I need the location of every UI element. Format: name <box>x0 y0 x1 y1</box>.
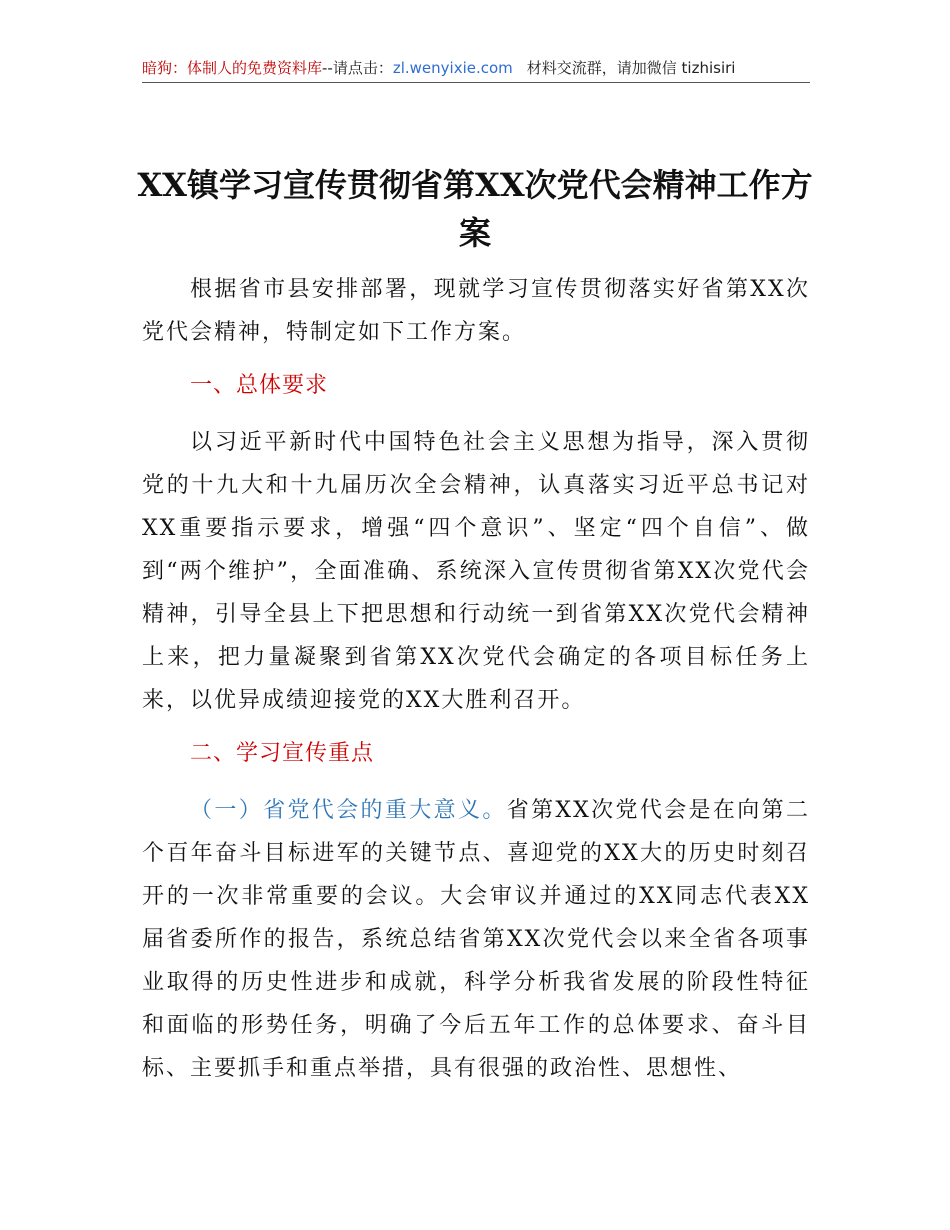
header-prompt: --请点击： <box>322 59 393 77</box>
section-heading-2: 二、学习宣传重点 <box>190 741 375 766</box>
section-heading-1: 一、总体要求 <box>190 373 329 398</box>
header-link[interactable]: zl.wenyixie.com <box>392 59 513 77</box>
document-body <box>142 268 810 1100</box>
section1-paragraph: 以习近平新时代中国特色社会主义思想为指导，深入贯彻党的十九大和十九届历次全会精神，认真落实习近平总书记对XX重要指示要求，增强“四个意识”、坚定“四个自信”、做到“两个维护”，全面准确、系统深入宣传贯彻省第XX次党代会精神，引导全县上下把思想和行动统一到省第XX次党代会精神上来，把力量凝聚到省第XX次党代会确定的各项目标任务上来，以优异成绩迎接党的XX大胜利召开。 <box>142 430 810 713</box>
intro-paragraph: 根据省市县安排部署，现就学习宣传贯彻落实好省第XX次党代会精神，特制定如下工作方案。 <box>142 277 810 345</box>
header-site-name: 暗狗：体制人的免费资料库 <box>142 59 323 77</box>
header-contact: 材料交流群，请加微信 tizhisiri <box>526 59 736 77</box>
subsection-body-1: 省第XX次党代会是在向第二个百年奋斗目标进军的关键节点、喜迎党的XX大的历史时刻召开的一次非常重要的会议。大会审议并通过的XX同志代表XX届省委所作的报告，系统总结省第XX次党代会以来全省各项事业取得的历史性进步和成就，科学分析我省发展的阶段性特征和面临的形势任务，明确了今后五年工作的总体要求、奋斗目标、主要抓手和重点举措，具有很强的政治性、思想性、 <box>142 798 810 1081</box>
page-header <box>142 58 810 83</box>
document-title: XX镇学习宣传贯彻省第XX次党代会精神工作方案 <box>137 166 813 253</box>
subsection-heading-1: （一）省党代会的重大意义。 <box>190 798 507 823</box>
section2-paragraph <box>142 789 810 1090</box>
